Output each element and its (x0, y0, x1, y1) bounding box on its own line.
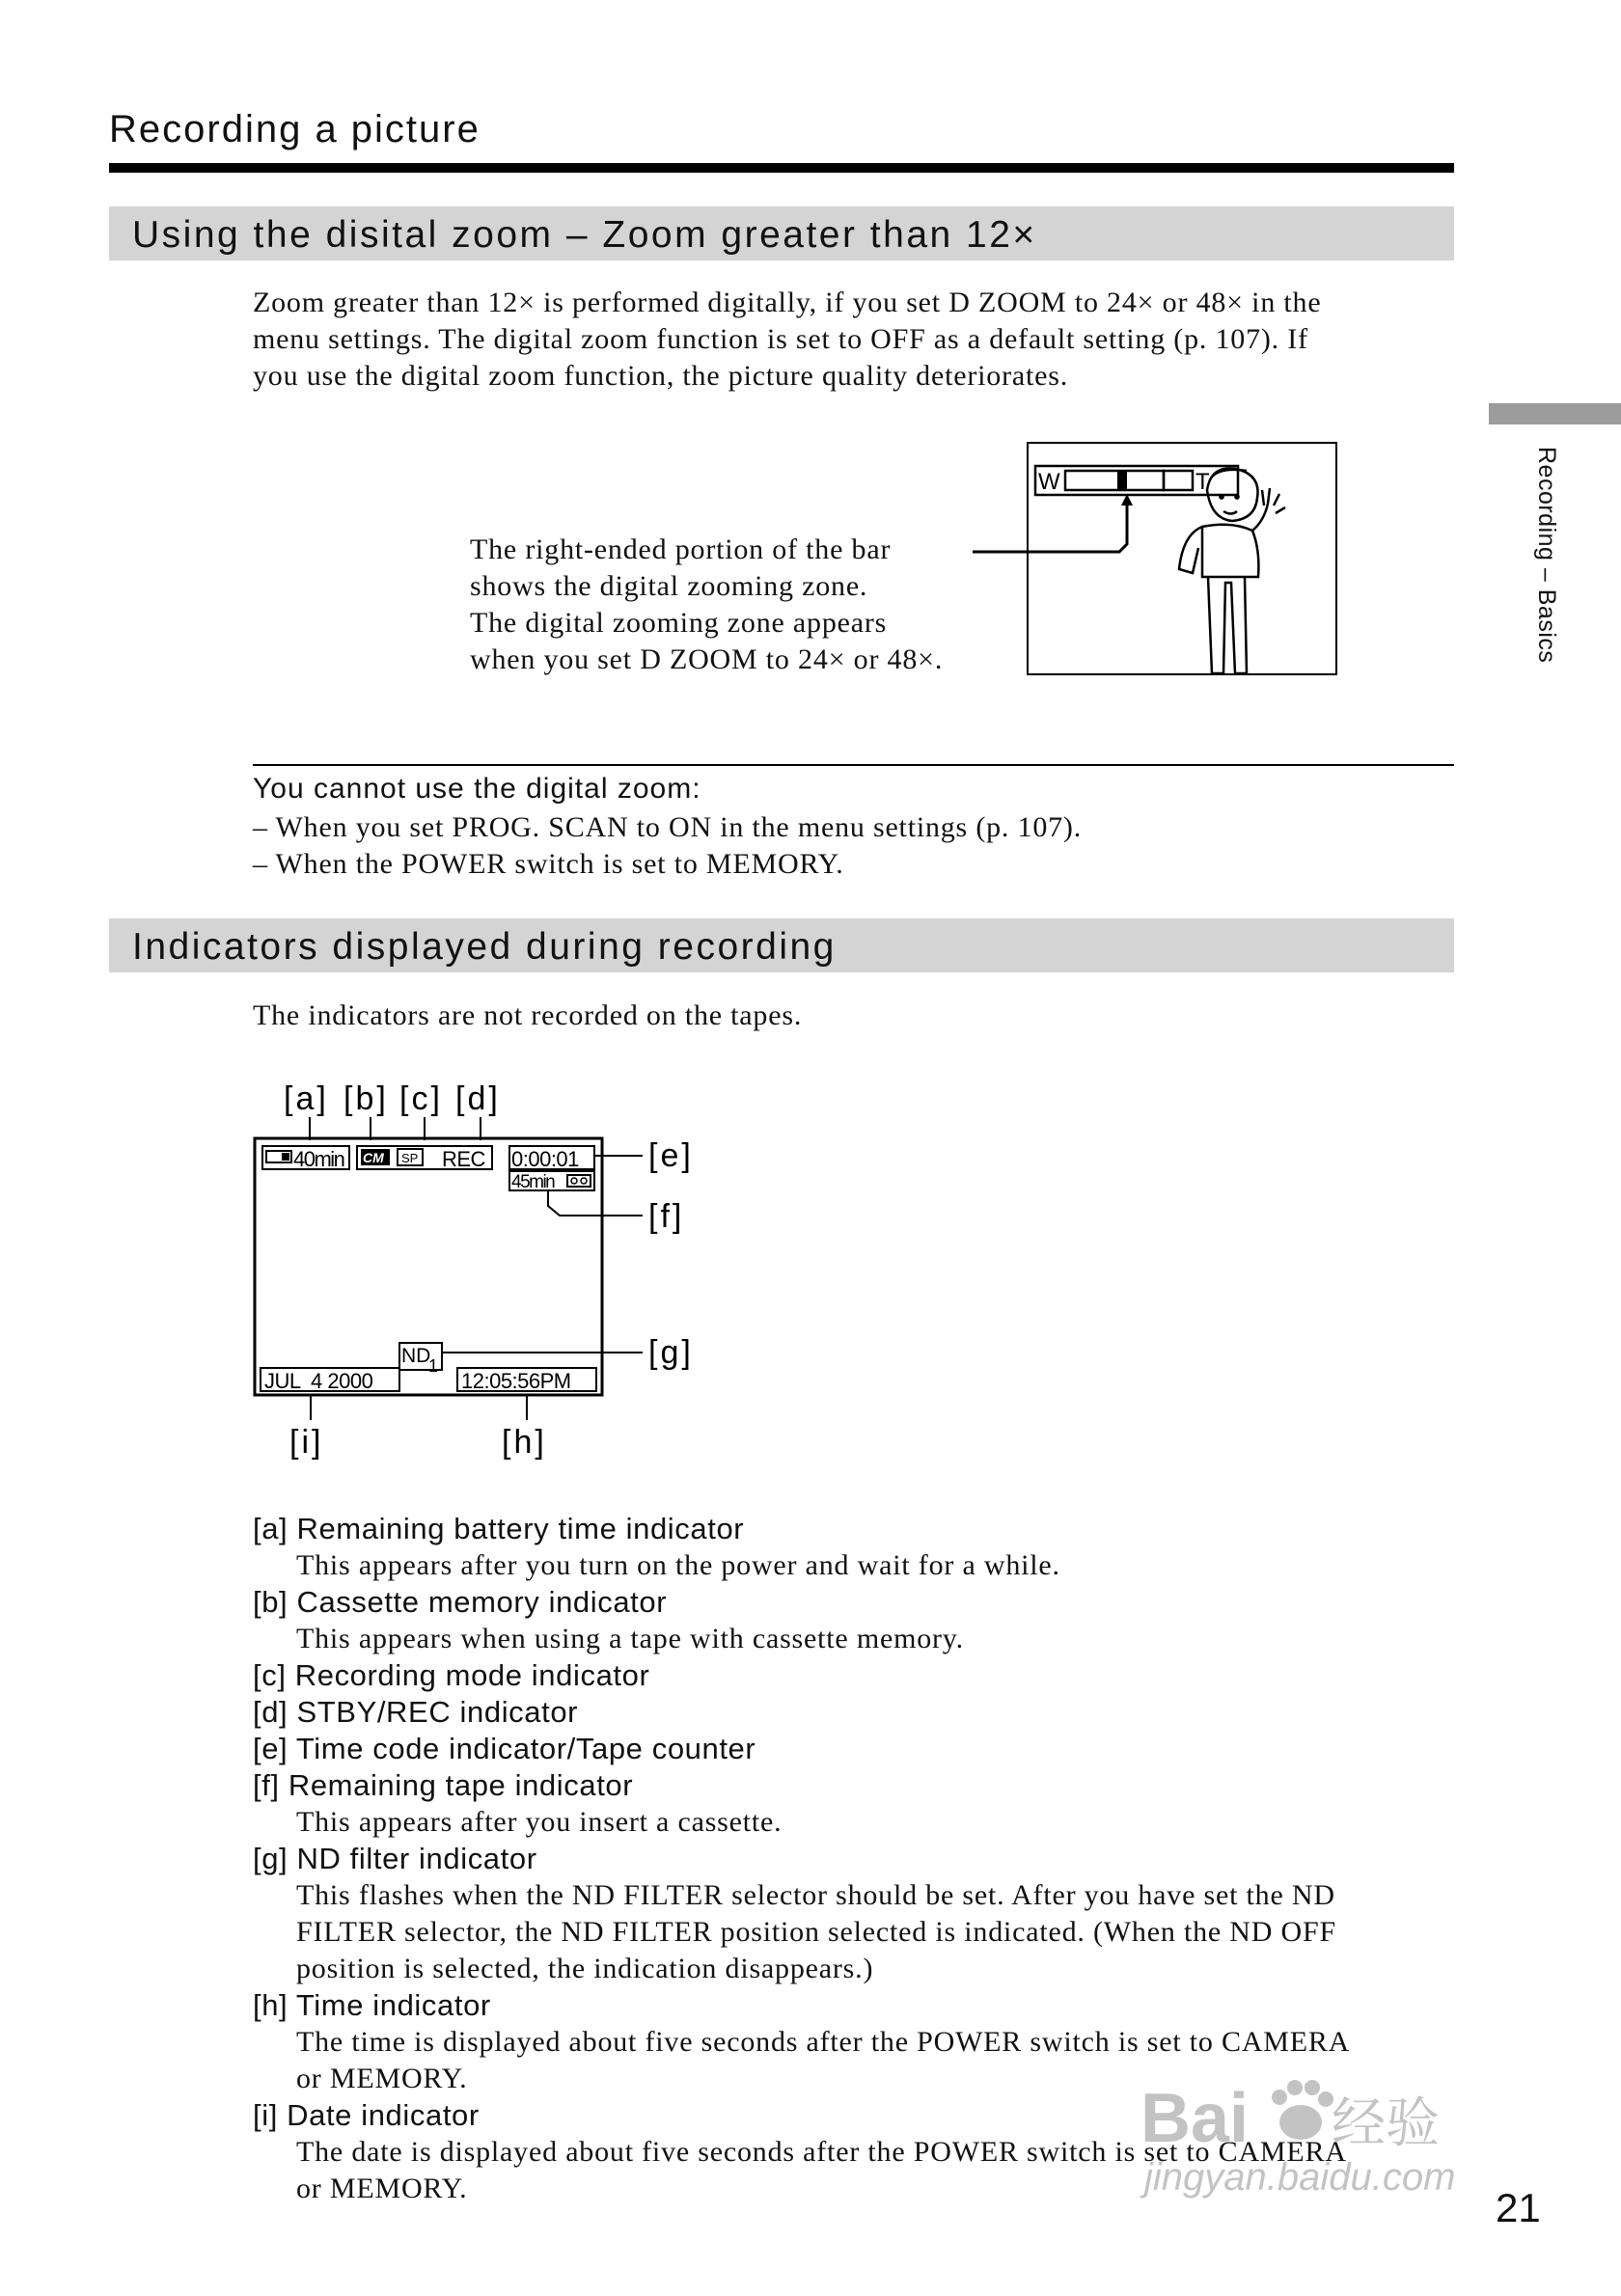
osd-label-f: [f] (648, 1198, 685, 1235)
list-item (253, 1731, 1469, 1767)
item-desc: FILTER selector, the ND FILTER position selected is indicated. (When the ND OFF (296, 1916, 1336, 1948)
paragraph-line: menu settings. The digital zoom function is set to OFF as a default setting (p. 107). If (253, 323, 1308, 355)
indicators-intro: The indicators are not recorded on the tapes. (253, 999, 803, 1031)
item-label: [g] ND filter indicator (253, 1842, 537, 1875)
caution-item: – When the POWER switch is set to MEMORY. (253, 848, 844, 880)
item-desc: or MEMORY. (296, 2063, 468, 2094)
osd-label-i: [i] (289, 1424, 324, 1461)
time: 12:05:56PM (461, 1369, 571, 1393)
caution-list (253, 809, 1082, 883)
nd-filter-sub: 1 (428, 1356, 439, 1376)
side-tab-bar (1489, 403, 1621, 424)
osd-label-a: [a] (284, 1080, 329, 1117)
side-tab-label: Recording – Basics (1533, 447, 1560, 664)
item-label: [a] Remaining battery time indicator (253, 1512, 745, 1545)
list-item (253, 1841, 1469, 1987)
item-desc: This appears after you turn on the power and wait for a while. (296, 1549, 1060, 1581)
item-label: [f] Remaining tape indicator (253, 1768, 634, 1802)
callout-line: The digital zooming zone appears (470, 607, 888, 639)
zoom-tele-label: T (1195, 469, 1210, 495)
zoom-illustration (1027, 442, 1337, 675)
item-desc: The date is displayed about five seconds after the POWER switch is set to CAMERA (296, 2136, 1347, 2168)
callout-line: shows the digital zooming zone. (470, 570, 868, 602)
leader-f (548, 1190, 643, 1216)
header-rule (109, 163, 1454, 173)
osd-label-c: [c] (399, 1080, 443, 1117)
zoom-callout-text (470, 532, 943, 678)
list-item (253, 1584, 1469, 1657)
watermark-logo: Bai (1140, 2080, 1250, 2157)
osd-diagram (253, 1071, 716, 1466)
list-item (253, 1694, 1469, 1731)
zoom-paragraph (253, 285, 1321, 395)
baidu-watermark (1139, 2074, 1525, 2209)
paw-icon (1272, 2080, 1333, 2140)
timecode: 0:00:01 (511, 1147, 579, 1171)
side-tab (1532, 447, 1561, 697)
osd-label-h: [h] (502, 1424, 547, 1461)
item-desc: This flashes when the ND FILTER selector should be set. After you have set the ND (296, 1879, 1335, 1911)
section-title-text: Indicators displayed during recording (132, 926, 837, 968)
item-desc: The time is displayed about five seconds after the POWER switch is set to CAMERA (296, 2026, 1351, 2058)
rec-mode: SP (401, 1151, 419, 1165)
item-desc: This appears when using a tape with cassette memory. (296, 1623, 964, 1654)
osd-label-g: [g] (648, 1334, 694, 1371)
section-title-text: Using the disital zoom – Zoom greater than 12× (132, 214, 1037, 256)
caution-title: You cannot use the digital zoom: (253, 773, 701, 805)
list-item (253, 1767, 1469, 1841)
item-label: [i] Date indicator (253, 2098, 480, 2132)
section-title-indicators (109, 918, 1454, 972)
zoom-person-illustration (1029, 444, 1335, 673)
osd-label-d: [d] (455, 1080, 501, 1117)
item-desc: position is selected, the indication disappears.) (296, 1953, 874, 1984)
battery-time: 40min (293, 1147, 344, 1171)
caution-item: – When you set PROG. SCAN to ON in the menu settings (p. 107). (253, 811, 1083, 843)
zoom-wide-label: W (1038, 469, 1060, 495)
section-title-digital-zoom (109, 206, 1454, 260)
paragraph-line: Zoom greater than 12× is performed digitally, if you set D ZOOM to 24× or 48× in the (253, 287, 1322, 318)
nd-filter: ND (401, 1345, 431, 1367)
osd-label-b: [b] (343, 1080, 389, 1117)
callout-line: The right-ended portion of the bar (470, 533, 892, 565)
tape-remaining: 45min (511, 1172, 555, 1192)
page-number: 21 (1496, 2185, 1541, 2230)
callout-line: when you set D ZOOM to 24× or 48×. (470, 643, 944, 675)
osd-label-e: [e] (648, 1137, 694, 1174)
page-header: Recording a picture (109, 108, 481, 150)
item-label: [e] Time code indicator/Tape counter (253, 1732, 756, 1765)
item-label: [h] Time indicator (253, 1988, 491, 2022)
watermark-cn: 经验 (1332, 2092, 1440, 2153)
list-item (253, 1511, 1469, 1584)
item-desc: This appears after you insert a cassette. (296, 1806, 783, 1838)
item-desc: or MEMORY. (296, 2173, 468, 2204)
cassette-memory-text: CM (363, 1150, 384, 1165)
list-item (253, 1657, 1469, 1694)
item-label: [d] STBY/REC indicator (253, 1695, 579, 1729)
caution-rule (253, 764, 1454, 766)
rec-status: REC (442, 1147, 485, 1171)
item-label: [c] Recording mode indicator (253, 1658, 650, 1692)
item-label: [b] Cassette memory indicator (253, 1585, 668, 1619)
watermark-url: jingyan.baidu.com (1144, 2156, 1456, 2199)
date: JUL 4 2000 (264, 1369, 373, 1393)
paragraph-line: you use the digital zoom function, the picture quality deteriorates. (253, 360, 1069, 392)
